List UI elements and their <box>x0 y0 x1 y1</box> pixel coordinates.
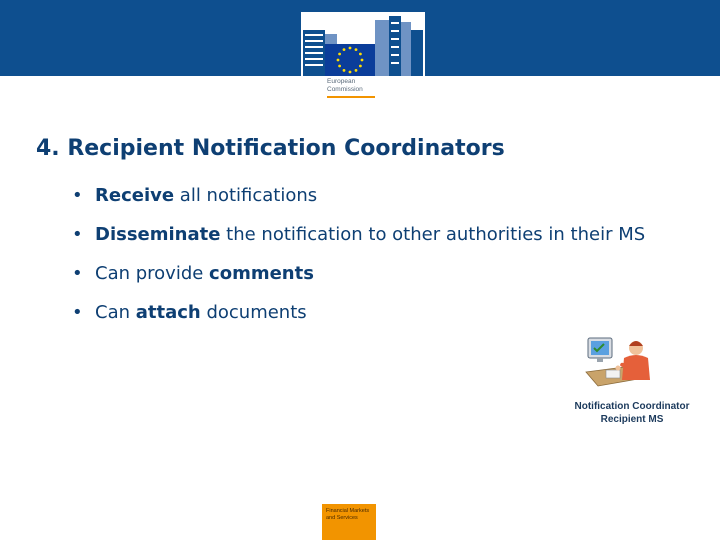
logo-org-line2: Commission <box>327 85 363 93</box>
dg-label <box>326 508 374 522</box>
bullet-item <box>72 223 692 246</box>
dg-label-line2: and Services <box>326 515 358 521</box>
logo-org-line1: European <box>327 78 356 85</box>
bullet-text: Can provide <box>95 263 210 284</box>
bullet-item <box>72 184 692 207</box>
bullet-list <box>72 184 692 324</box>
bullet-bold: Receive <box>95 185 175 206</box>
bullet-text: Can <box>95 302 136 323</box>
logo-org-name <box>327 78 387 93</box>
bullet-bold: attach <box>135 302 201 323</box>
bullet-bold: Disseminate <box>95 224 221 245</box>
bullet-text: the notification to other authorities in their MS <box>220 224 646 245</box>
dg-label-line1: Financial Markets <box>326 508 370 514</box>
coordinator-caption <box>548 400 716 426</box>
logo-underline <box>327 96 375 98</box>
caption-line2: Recipient MS <box>600 414 664 425</box>
slide-title: 4. Recipient Notification Coordinators <box>36 136 505 161</box>
bullet-text: documents <box>200 302 307 323</box>
dg-footer-tag <box>322 504 376 540</box>
bullet-item <box>72 301 692 324</box>
european-commission-logo <box>301 12 425 102</box>
bullet-bold: comments <box>209 263 314 284</box>
caption-line1: Notification Coordinator <box>574 401 690 412</box>
bullet-item <box>72 262 692 285</box>
bullet-text: all notifications <box>174 185 318 206</box>
coordinator-at-computer-icon <box>584 334 660 398</box>
berlaymont-building-icon <box>301 12 425 76</box>
